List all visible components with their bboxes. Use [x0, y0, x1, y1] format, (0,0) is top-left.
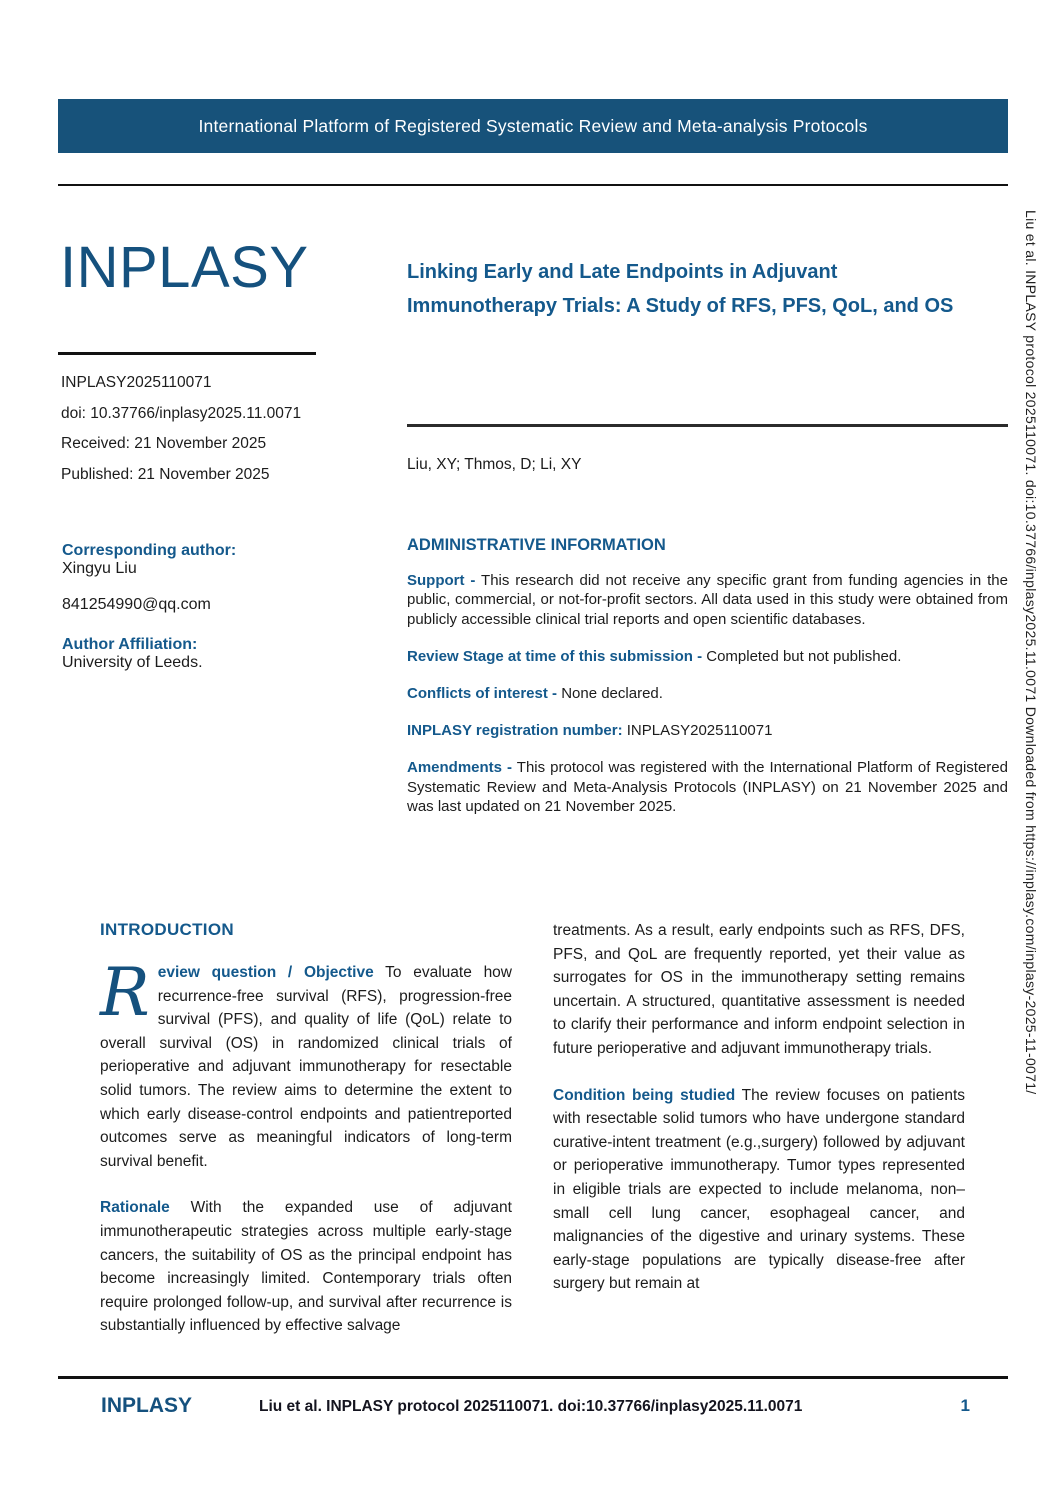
- affiliation-label: Author Affiliation:: [62, 636, 198, 653]
- review-stage-label: Review Stage at time of this submission -: [407, 647, 703, 665]
- sidebar-vertical-citation: [1016, 210, 1046, 1340]
- dropcap-letter: R: [100, 954, 150, 1031]
- doi: doi: 10.37766/inplasy2025.11.0071: [61, 404, 302, 422]
- conflicts-paragraph: [407, 684, 1008, 703]
- sidebar-vertical-citation-text: Liu et al. INPLASY protocol 2025110071. doi:10.37766/inplasy2025.11.0071 Downloaded from https://inplasy.com/inplasy-2025-11-0071/: [1023, 210, 1039, 1095]
- support-label: Support -: [407, 572, 476, 590]
- corresponding-author-name: Xingyu Liu: [62, 560, 137, 577]
- footer-logo: INPLASY: [101, 1394, 193, 1417]
- header-divider: [58, 184, 1008, 186]
- platform-banner: [58, 99, 1008, 153]
- registration-number-text: INPLASY2025110071: [626, 722, 773, 740]
- authors-divider: [407, 424, 1008, 427]
- corresponding-author-email: 841254990@qq.com: [62, 596, 211, 613]
- rationale-paragraph: [100, 1196, 512, 1338]
- corresponding-author-label: Corresponding author:: [62, 542, 237, 559]
- treatments-paragraph: treatments. As a result, early endpoints such as RFS, DFS, PFS, and QoL are frequently reported, yet their value as surrogates for OS in the immunotherapy setting remains uncertain. A structured, quantitative assessment is needed to clarify their performance and inform endpoint selection in future perioperative and adjuvant immunotherapy trials.: [553, 922, 965, 1057]
- condition-label: Condition being studied: [553, 1086, 736, 1104]
- registration-meta: [61, 374, 391, 496]
- conflicts-text: None declared.: [561, 685, 663, 703]
- review-stage-paragraph: [407, 647, 1008, 666]
- footer-divider: [58, 1376, 1008, 1379]
- introduction-column-left: [100, 954, 512, 1361]
- amendments-label: Amendments -: [407, 759, 513, 777]
- rationale-text: With the expanded use of adjuvant immunotherapeutic strategies across multiple early-stage cancers, the suitability of OS as the principal endpoint has become increasingly limited. Contemporary trials often require prolonged follow-up, and survival after recurrence is substantially influenced by effective salvage: [100, 1199, 512, 1335]
- objective-paragraph: [100, 954, 512, 1173]
- objective-label: eview question / Objective: [157, 964, 374, 981]
- registration-paragraph: [407, 721, 1008, 740]
- introduction-column-right: [553, 919, 965, 1319]
- registration-number-label: INPLASY registration number:: [407, 722, 623, 740]
- support-paragraph: [407, 571, 1008, 629]
- conflicts-label: Conflicts of interest -: [407, 685, 558, 703]
- objective-text: To evaluate how recurrence-free survival (RFS), progression-free survival (PFS), and quality of life (QoL) relate to overall survival (OS) in randomized clinical trials of perioperative and adjuvant immunotherapy for resectable solid tumors. The review aims to determine the extent to which early disease-control endpoints and patientreported outcomes serve as meaningful indicators of long-term survival benefit.: [100, 964, 512, 1170]
- condition-paragraph: [553, 1084, 965, 1296]
- logo-divider: [58, 352, 316, 355]
- inplasy-logo: INPLASY: [60, 235, 309, 300]
- admin-heading: ADMINISTRATIVE INFORMATION: [407, 536, 666, 554]
- administrative-information: [407, 536, 1008, 834]
- corresponding-author-block: [62, 542, 392, 672]
- rationale-label: Rationale: [100, 1199, 170, 1217]
- registration-id: INPLASY2025110071: [61, 374, 212, 391]
- authors-line: Liu, XY; Thmos, D; Li, XY: [407, 456, 582, 473]
- published-date: Published: 21 November 2025: [61, 465, 270, 483]
- footer-citation: Liu et al. INPLASY protocol 2025110071. doi:10.37766/inplasy2025.11.0071: [259, 1398, 803, 1415]
- amendments-text: This protocol was registered with the International Platform of Registered Systematic Review and Meta-Analysis Protocols (INPLASY) on 21 November 2025 and was last updated on 21 November 2025.: [407, 759, 1008, 815]
- support-text: This research did not receive any specific grant from funding agencies in the public, commercial, or not-for-profit sectors. All data used in this study were obtained from publicly accessible clinical trial reports and open scientific databases.: [407, 572, 1008, 628]
- affiliation-value: University of Leeds.: [62, 654, 203, 671]
- received-date: Received: 21 November 2025: [61, 435, 267, 452]
- introduction-heading: INTRODUCTION: [100, 920, 234, 939]
- amendments-paragraph: [407, 758, 1008, 816]
- review-stage-text: Completed but not published.: [706, 647, 902, 665]
- footer-page-number: 1: [960, 1396, 970, 1415]
- platform-banner-title: International Platform of Registered Systematic Review and Meta-analysis Protocols: [198, 115, 868, 136]
- paper-title: Linking Early and Late Endpoints in Adjuvant Immunotherapy Trials: A Study of RFS, PFS, QoL, and OS: [407, 261, 954, 317]
- condition-text: The review focuses on patients with resectable solid tumors who have undergone standard curative-intent treatment (e.g.,surgery) followed by adjuvant or perioperative immunotherapy. Tumor types represented in eligible trials are expected to include melanoma, non–small cell lung cancer, esophageal cancer, and malignancies of the digestive and urinary systems. These early-stage populations are typically disease-free after surgery but remain at: [553, 1086, 965, 1293]
